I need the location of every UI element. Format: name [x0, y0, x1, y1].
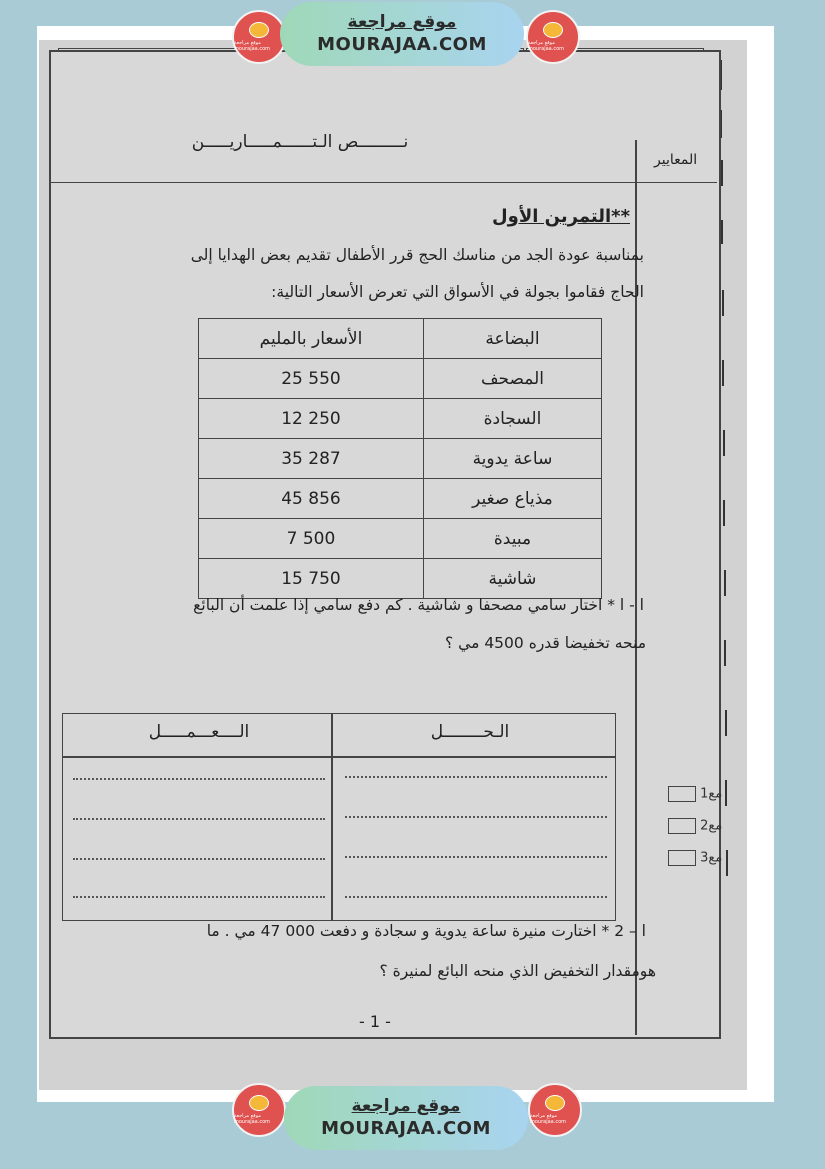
logo-icon	[249, 1095, 269, 1111]
table-row	[199, 559, 602, 599]
table-row	[199, 519, 602, 559]
goods-cell: شاشية	[423, 559, 601, 599]
operation-line[interactable]	[73, 858, 325, 860]
goods-cell: المصحف	[423, 359, 601, 399]
logo-icon	[545, 1095, 565, 1111]
criterion-3-box[interactable]	[668, 850, 696, 866]
banner-title-ar: موقع مراجعة	[351, 1096, 461, 1117]
margin-strip	[718, 50, 748, 930]
criteria-heading: المعايير	[654, 152, 698, 168]
logo-icon	[249, 22, 269, 38]
banner-title-en: MOURAJAA.COM	[317, 33, 487, 55]
solution-line[interactable]	[345, 776, 607, 778]
price-cell: 856 45	[199, 479, 424, 519]
site-logo-left-top[interactable]: موقع مراجعة mourajaa.com	[232, 10, 286, 64]
site-logo-right-bottom[interactable]: موقع مراجعة mourajaa.com	[528, 1083, 582, 1137]
table-row	[199, 359, 602, 399]
price-header: الأسعار بالمليم	[199, 319, 424, 359]
logo-icon	[543, 22, 563, 38]
exercise1-intro-line2: الحاج فقاموا بجولة في الأسواق التي تعرض الأسعار التالية:	[271, 283, 644, 301]
exercise1-intro-line1: بمناسبة عودة الجد من مناسك الحج قرر الأطفال تقديم بعض الهدايا إلى	[190, 246, 644, 264]
operation-line[interactable]	[73, 778, 325, 780]
table-row	[199, 399, 602, 439]
criterion-2-box[interactable]	[668, 818, 696, 834]
table-row	[199, 479, 602, 519]
goods-cell: السجادة	[423, 399, 601, 439]
table-header-row	[199, 319, 602, 359]
answer-table	[62, 713, 616, 921]
goods-cell: ساعة يدوية	[423, 439, 601, 479]
exercise-text-heading: نـــــــــص الـتــــــمـــــاريـــــن	[191, 132, 409, 152]
criterion-1-box[interactable]	[668, 786, 696, 802]
price-cell: 287 35	[199, 439, 424, 479]
site-logo-left-bottom[interactable]: موقع مراجعة mourajaa.com	[232, 1083, 286, 1137]
site-banner-top[interactable]	[280, 2, 524, 66]
criterion-3	[668, 850, 722, 866]
criterion-1	[668, 786, 722, 802]
goods-cell: مذياع صغير	[423, 479, 601, 519]
price-cell: 550 25	[199, 359, 424, 399]
banner-title-en: MOURAJAA.COM	[321, 1117, 491, 1139]
price-cell: 250 12	[199, 399, 424, 439]
page-number: - 1 -	[359, 1012, 391, 1031]
criterion-1-label: مع1	[700, 786, 723, 802]
site-banner-bottom[interactable]	[284, 1086, 528, 1150]
question1-line1: ا - ا * اختار سامي مصحفا و شاشية . كم دفع سامي إذا علمت أن البائع	[193, 596, 644, 614]
goods-header: البضاعة	[423, 319, 601, 359]
site-logo-right-top[interactable]: موقع مراجعة mourajaa.com	[526, 10, 580, 64]
solution-line[interactable]	[345, 816, 607, 818]
banner-title-ar: موقع مراجعة	[347, 12, 457, 33]
solution-line[interactable]	[345, 896, 607, 898]
table-row	[199, 439, 602, 479]
exercise1-title: **التمرين الأول	[492, 206, 630, 227]
price-cell: 750 15	[199, 559, 424, 599]
operation-header: الــــعـــمـــــل	[148, 722, 250, 742]
question2-line2: هومقدار التخفيض الذي منحه البائع لمنيرة ؟	[379, 962, 656, 980]
criterion-3-label: مع3	[700, 850, 723, 866]
question1-line2: منحه تخفيضا قدره 4500 مي ؟	[445, 634, 646, 652]
question2-line1: ا – 2 * اختارت منيرة ساعة يدوية و سجادة و دفعت 000 47 مي . ما	[206, 922, 646, 940]
criterion-2	[668, 818, 722, 834]
solution-header: الـحــــــــل	[430, 722, 510, 742]
operation-line[interactable]	[73, 818, 325, 820]
goods-cell: مبيدة	[423, 519, 601, 559]
criterion-2-label: مع2	[700, 818, 723, 834]
criteria-divider	[635, 140, 637, 1035]
prices-table	[198, 318, 602, 599]
operation-line[interactable]	[73, 896, 325, 898]
price-cell: 500 7	[199, 519, 424, 559]
solution-line[interactable]	[345, 856, 607, 858]
